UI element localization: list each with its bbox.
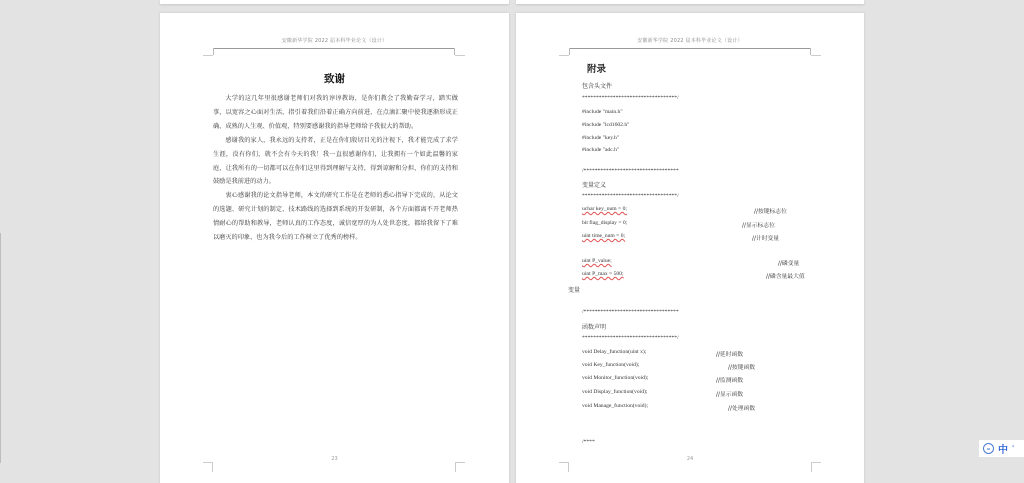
include-line: #include "adc.h" <box>582 147 620 153</box>
var-comment: //磷含量最大值 <box>766 274 805 280</box>
var-comment: //显示标志位 <box>742 223 775 229</box>
var-comment: //按键标志位 <box>754 209 787 215</box>
func-comment: //处理函数 <box>728 406 756 412</box>
margin-mark-bottom-right <box>455 462 465 472</box>
func-comment: //按键函数 <box>728 365 756 371</box>
page-number: 23 <box>331 456 338 462</box>
ime-logo-icon[interactable]: AI <box>983 443 994 454</box>
func-comment: //监测函数 <box>716 378 744 384</box>
margin-mark-top-left <box>203 55 213 56</box>
acknowledgement-title: 致谢 <box>324 73 345 85</box>
paragraph: 感谢我的家人，我永远的支持者，正是在你们殷切目光的注视下，我才能完成了求学生涯，没有你们，就不会有今天的我！我一直很感谢你们，让我拥有一个如此温馨的家庭，让我所有的一切都可以在你们这里得到理解与支持，得到谅解和分担，你们的支持和鼓励是我前进的动力。 <box>213 136 458 186</box>
var-line <box>582 258 612 264</box>
paragraph: 大学的这几年里很感谢老师们对我的谆谆教诲，是你们教会了我勤奋学习，踏实做事，以宽容之心面对生活，指引着我们沿着正确方向前进，在点滴汇聚中使我逐渐形成正确、成熟的人生观、价值观，特别要感谢我的指导老师给予我很大的帮助。 <box>213 95 458 130</box>
window-left-edge <box>0 233 1 463</box>
acknowledgement-body <box>213 92 458 245</box>
var-code: uint time_num = 0; <box>582 233 626 239</box>
previous-page-bottom-right <box>516 0 864 4</box>
comment-stars: /********************************** <box>582 309 679 315</box>
margin-mark-top-right <box>455 55 465 56</box>
var-code: uchar key_num = 0; <box>582 206 627 212</box>
comment-wrap: 变量 <box>568 287 581 294</box>
var-line: bit flag_display = 0; <box>582 220 628 226</box>
header-tick-right <box>454 48 455 55</box>
func-comment: //显示函数 <box>716 392 744 398</box>
ime-language-toggle[interactable]: 中 <box>998 445 1008 456</box>
include-line: #include "key.h" <box>582 135 620 141</box>
trailing-comment: /**** <box>582 439 595 445</box>
appendix-code <box>516 13 864 483</box>
var-code: uint P_value; <box>582 258 612 264</box>
comment-stars: **********************************/ <box>582 193 679 199</box>
ime-punctuation-toggle[interactable]: ' <box>1012 444 1015 453</box>
var-code: uint P_max = 500; <box>582 271 624 277</box>
page-header-text: 安徽新华学院 2022 届本科毕业论文（设计） <box>637 38 743 44</box>
func-line: void Manage_function(void); <box>582 403 649 409</box>
document-page-24[interactable] <box>516 13 864 483</box>
include-line: #include "main.h" <box>582 109 623 115</box>
var-line <box>582 271 624 277</box>
comment-stars: **********************************/ <box>582 95 679 101</box>
paragraph: 衷心感谢我的论文指导老师，本文的研究工作是在老师的悉心指导下完成的，从论文的选题、研究计划的制定、技术路线的选择到系统的开发研制，各个方面都离不开老师热情耐心的帮助和教导，老师认真的工作态度，诚信宽厚的为人处世态度，都给我留下了难以磨灭的印象，也为我今后的工作树立了优秀的榜样。 <box>213 192 458 242</box>
var-line <box>582 206 627 212</box>
ime-toolbar[interactable] <box>979 440 1024 457</box>
margin-mark-bottom-right <box>811 462 821 472</box>
page-number: 24 <box>686 456 694 462</box>
page-header-text: 安徽新华学院 2022 届本科毕业论文（设计） <box>281 38 388 44</box>
section-label-funcs: 函数声明 <box>582 324 607 331</box>
func-line: void Monitor_function(void); <box>582 375 649 381</box>
include-line: #include "lcd1602.h" <box>582 122 630 128</box>
margin-mark-bottom-left <box>203 462 213 472</box>
header-tick-left <box>213 48 214 55</box>
func-comment: //延时函数 <box>716 352 744 358</box>
var-comment: //磷变量 <box>778 261 800 267</box>
section-label-vars: 变量定义 <box>582 182 607 189</box>
document-page-23[interactable] <box>160 13 509 483</box>
comment-stars: **********************************/ <box>582 335 679 341</box>
appendix-title: 附录 <box>587 64 607 75</box>
var-line <box>582 233 625 239</box>
var-comment: //计时变量 <box>752 236 780 242</box>
header-rule <box>213 48 455 49</box>
margin-mark-bottom-left <box>559 462 569 472</box>
func-line: void Display_function(void); <box>582 389 648 395</box>
func-line: void Delay_function(uint x); <box>582 349 647 355</box>
func-line: void Key_function(void); <box>582 362 640 368</box>
comment-stars: /********************************** <box>582 168 679 174</box>
previous-page-bottom-left <box>160 0 509 4</box>
section-label-headers: 包含头文件 <box>582 83 613 90</box>
